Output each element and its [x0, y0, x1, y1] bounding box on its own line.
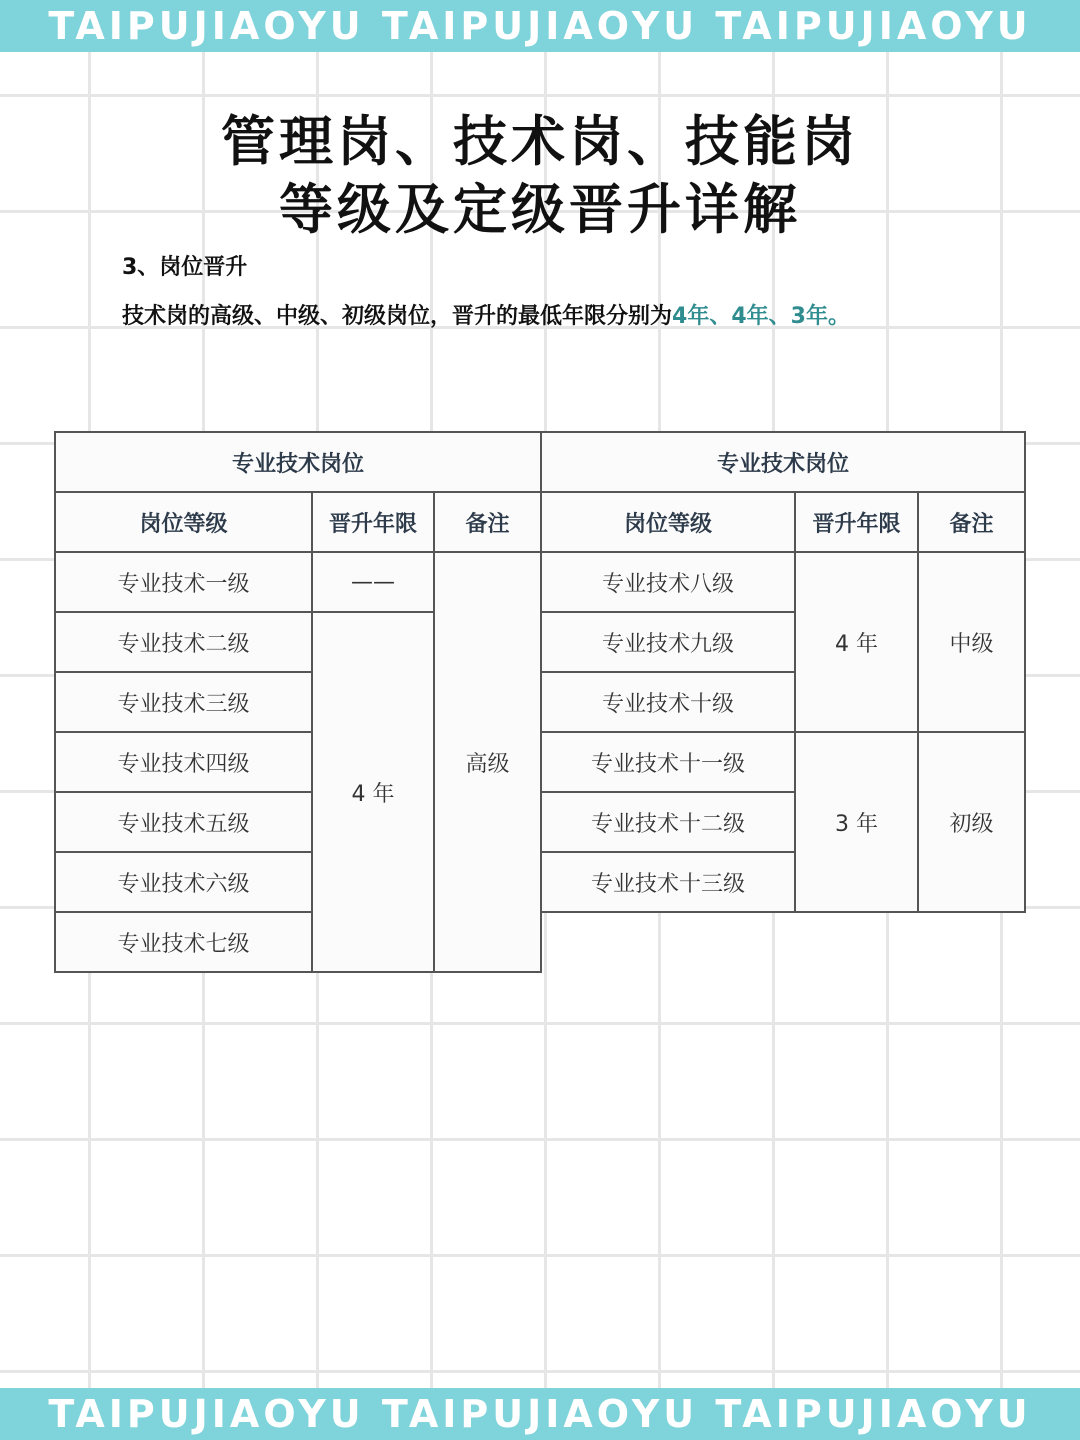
right-table: [540, 431, 1026, 913]
page-title: [0, 108, 1080, 244]
description-prefix: 技术岗的高级、中级、初级岗位，晋升的最低年限分别为: [122, 304, 673, 329]
left-level-cell: 专业技术六级: [55, 852, 312, 912]
left-level-cell: 专业技术四级: [55, 732, 312, 792]
right-header-note: 备注: [918, 492, 1025, 552]
left-header-years: 晋升年限: [312, 492, 434, 552]
left-level-cell: 专业技术七级: [55, 912, 312, 972]
right-table-caption: 专业技术岗位: [541, 432, 1025, 492]
bottom-banner: TAIPUJIAOYU TAIPUJIAOYU TAIPUJIAOYU: [0, 1388, 1080, 1440]
left-note-cell: 高级: [434, 552, 541, 972]
description-highlight: 4年、4年、3年。: [672, 304, 850, 329]
section-heading: 3、岗位晋升: [122, 255, 248, 280]
right-level-cell: 专业技术十三级: [541, 852, 795, 912]
title-line-1: 管理岗、技术岗、技能岗: [221, 110, 859, 173]
left-level-cell: 专业技术二级: [55, 612, 312, 672]
left-level-cell: 专业技术一级: [55, 552, 312, 612]
left-table: [54, 431, 542, 973]
description: [122, 299, 850, 330]
right-group2-note-cell: 初级: [918, 732, 1025, 912]
title-line-2: 等级及定级晋升详解: [279, 178, 801, 241]
left-first-years-cell: ——: [312, 552, 434, 612]
left-level-cell: 专业技术三级: [55, 672, 312, 732]
right-level-cell: 专业技术十级: [541, 672, 795, 732]
right-header-level: 岗位等级: [541, 492, 795, 552]
left-table-caption: 专业技术岗位: [55, 432, 541, 492]
left-header-level: 岗位等级: [55, 492, 312, 552]
right-level-cell: 专业技术八级: [541, 552, 795, 612]
right-level-cell: 专业技术十二级: [541, 792, 795, 852]
right-group1-years-cell: 4 年: [795, 552, 918, 732]
left-level-cell: 专业技术五级: [55, 792, 312, 852]
right-level-cell: 专业技术十一级: [541, 732, 795, 792]
right-group2-years-cell: 3 年: [795, 732, 918, 912]
right-level-cell: 专业技术九级: [541, 612, 795, 672]
left-header-note: 备注: [434, 492, 541, 552]
top-banner: TAIPUJIAOYU TAIPUJIAOYU TAIPUJIAOYU: [0, 0, 1080, 52]
left-merged-years-cell: 4 年: [312, 612, 434, 972]
right-header-years: 晋升年限: [795, 492, 918, 552]
right-group1-note-cell: 中级: [918, 552, 1025, 732]
